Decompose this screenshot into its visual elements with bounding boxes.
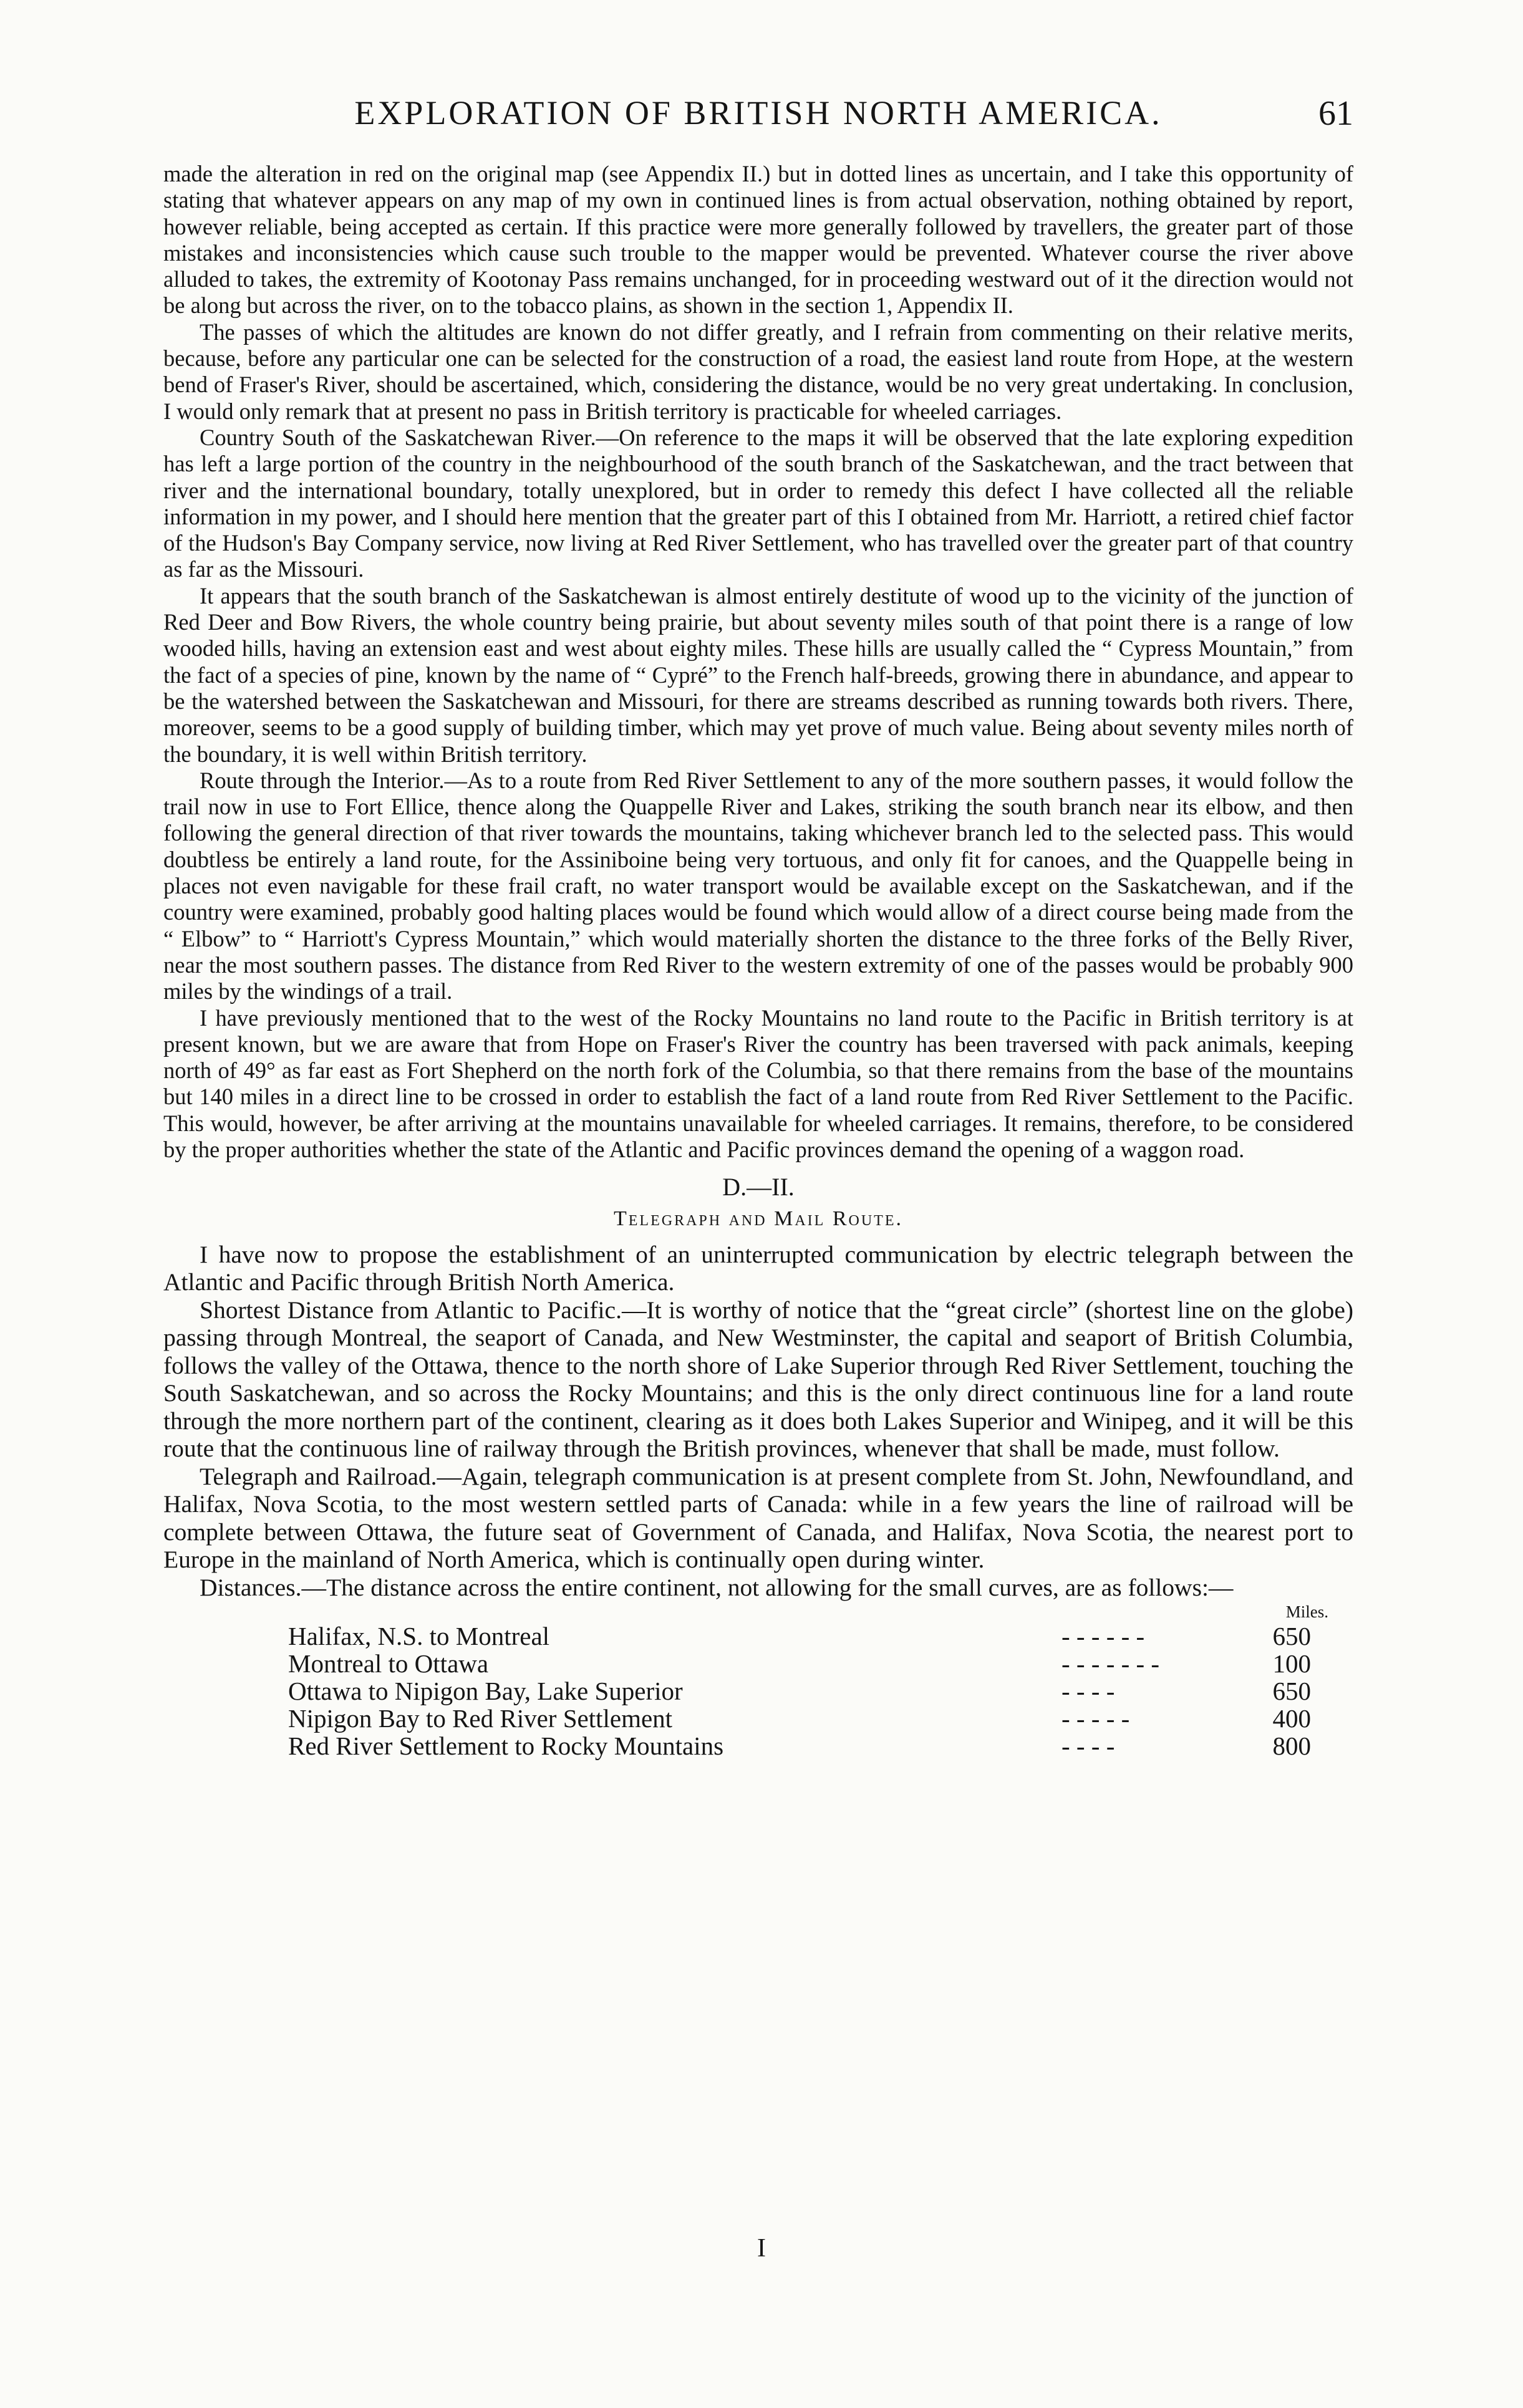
paragraph: I have now to propose the establishment of an uninterrupted communication by electric telegraph between the Atlantic and Pacific through British North America. (163, 1240, 1353, 1296)
running-title: EXPLORATION OF BRITISH NORTH AMERICA. (354, 94, 1163, 132)
signature-mark: I (757, 2234, 766, 2263)
dot-leaders: - - - - - - - (1061, 1649, 1160, 1678)
distance-miles: 650 (1272, 1677, 1311, 1706)
route-name: Montreal to Ottawa (288, 1649, 489, 1678)
paragraph: Country South of the Saskatchewan River.—On reference to the maps it will be observed that the late exploring expedition has left a large portion of the country in the neighbourhood of the south branch of the Saskatchewan, and the tract between that river and the international boundary, totally unexplored, but in order to remedy this defect I have collected all the reliable information in my power, and I should here mention that the greater part of this I obtained from Mr. Harriott, a retired chief factor of the Hudson's Bay Company service, now living at Red River Settlement, who has travelled over the greater part of that country as far as the Missouri. (163, 424, 1353, 582)
paragraph: Route through the Interior.—As to a route from Red River Settlement to any of the more southern passes, it would follow the trail now in use to Fort Ellice, thence along the Quappelle River and Lakes, striking the south branch near its elbow, and then following the general direction of that river towards the mountains, taking whichever branch led to the selected pass. This would doubtless be entirely a land route, for the Assiniboine being very tortuous, and only fit for canoes, and the Quappelle being in places not even navigable for these frail craft, no water transport would be available except on the Saskatchewan, and if the country were examined, probably good halting places would be found which would allow of a direct course being made from the “ Elbow” to “ Harriott's Cypress Mountain,” which would materially shorten the distance to the three forks of the Belly River, near the most southern passes. The distance from Red River to the western extremity of one of the passes would be probably 900 miles by the windings of a trail. (163, 767, 1353, 1004)
route-name: Red River Settlement to Rocky Mountains (288, 1731, 724, 1761)
route-name: Nipigon Bay to Red River Settlement (288, 1704, 673, 1733)
table-row (288, 1677, 1336, 1705)
table-row (288, 1622, 1336, 1650)
table-row (288, 1650, 1336, 1677)
paragraph: Telegraph and Railroad.—Again, telegraph communication is at present complete from St. John, Newfoundland, and Halifax, Nova Scotia, to the most western settled parts of Canada: while in a few years the line of railroad will be complete between Ottawa, the future seat of Government of Canada, and Halifax, Nova Scotia, the nearest port to Europe in the mainland of North America, which is continually open during winter. (163, 1462, 1353, 1574)
distance-miles: 800 (1272, 1731, 1311, 1761)
section-number: D.—II. (722, 1173, 795, 1202)
dot-leaders: - - - - - (1061, 1704, 1130, 1733)
table-row (288, 1705, 1336, 1732)
paragraph: It appears that the south branch of the Saskatchewan is almost entirely destitute of wood up to the vicinity of the junction of Red Deer and Bow Rivers, the whole country being prairie, but about seventy miles south of that point there is a range of low wooded hills, having an extension east and west about eighty miles. These hills are usually called the “ Cypress Mountain,” from the fact of a species of pine, known by the name of “ Cypré” to the French half-breeds, growing there in abundance, and appear to be the watershed between the Saskatchewan and Missouri, for there are streams described as running towards both rivers. There, moreover, seems to be a good supply of building timber, which may yet prove of much value. Being about seventy miles north of the boundary, it is well within British territory. (163, 582, 1353, 767)
distance-miles: 400 (1272, 1704, 1311, 1733)
paragraph: I have previously mentioned that to the west of the Rocky Mountains no land route to the Pacific in British territory is at present known, but we are aware that from Hope on Fraser's River the country has been traversed with pack animals, keeping north of 49° as far east as Fort Shepherd on the north fork of the Columbia, so that there remains from the base of the mountains but 140 miles in a direct line to be crossed in order to establish the fact of a land route from Red River Settlement to the Pacific. This would, however, be after arriving at the mountains unavailable for wheeled carriages. It remains, therefore, to be considered by the proper authorities whether the state of the Atlantic and Pacific provinces demand the opening of a waggon road. (163, 1004, 1353, 1162)
dot-leaders: - - - - (1061, 1677, 1115, 1706)
dot-leaders: - - - - (1061, 1731, 1115, 1761)
miles-column-header: Miles. (1285, 1602, 1328, 1622)
distance-table (288, 1622, 1336, 1760)
distance-miles: 650 (1272, 1622, 1311, 1651)
page-number: 61 (1318, 94, 1353, 133)
route-name: Ottawa to Nipigon Bay, Lake Superior (288, 1677, 683, 1706)
table-row (288, 1732, 1336, 1760)
distance-miles: 100 (1272, 1649, 1311, 1678)
paragraph: Distances.—The distance across the entire continent, not allowing for the small curves, are as follows:— (200, 1573, 1234, 1601)
paragraph: Shortest Distance from Atlantic to Pacific.—It is worthy of notice that the “great circle” (shortest line on the globe) passing through Montreal, the seaport of Canada, and New Westminster, the capital and seaport of British Columbia, follows the valley of the Ottawa, thence to the north shore of Lake Superior through Red River Settlement, touching the South Saskatchewan, and so across the Rocky Mountains; and this is the only direct continuous line for a land route through the more northern part of the continent, clearing as it does both Lakes Superior and Winipeg, and it will be this route that the continuous line of railway through the British provinces, whenever that shall be made, must follow. (163, 1296, 1353, 1463)
paragraph: made the alteration in red on the original map (see Appendix II.) but in dotted lines as uncertain, and I take this opportunity of stating that whatever appears on any map of my own in continued lines is from actual observation, nothing obtained by report, however reliable, being accepted as certain. If this practice were more generally followed by travellers, the greater part of those mistakes and inconsistencies which cause such trouble to the mapper would be prevented. Whatever course the river above alluded to takes, the extremity of Kootonay Pass remains unchanged, for in proceeding westward out of it the direction would not be along but across the river, on to the tobacco plains, as shown in the section 1, Appendix II. (163, 161, 1353, 319)
route-name: Halifax, N.S. to Montreal (288, 1622, 550, 1651)
paragraph: The passes of which the altitudes are known do not differ greatly, and I refrain from commenting on their relative merits, because, before any particular one can be selected for the construction of a road, the easiest land route from Hope, at the western bend of Fraser's River, should be ascertained, which, considering the distance, would be no very great undertaking. In conclusion, I would only remark that at present no pass in British territory is practicable for wheeled carriages. (163, 319, 1353, 424)
section-body (163, 1241, 1353, 1602)
page-header (163, 94, 1353, 137)
body-text (163, 161, 1353, 1760)
section-title: Telegraph and Mail Route. (614, 1206, 903, 1230)
dot-leaders: - - - - - - (1061, 1622, 1145, 1651)
